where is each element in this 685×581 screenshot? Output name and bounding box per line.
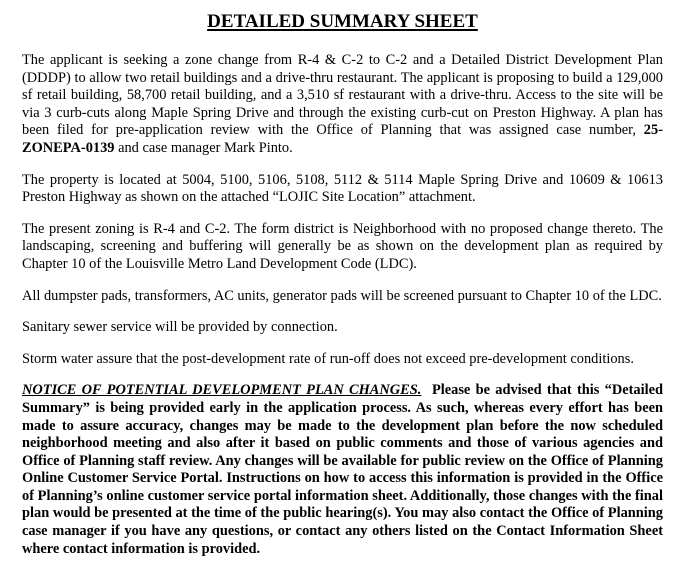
paragraph-text-end: and case manager Mark Pinto. <box>118 139 293 156</box>
page-title: DETAILED SUMMARY SHEET <box>207 11 478 32</box>
paragraph-storm-water: Storm water assure that the post-development rate of run-off does not exceed pre-development conditions. <box>22 350 634 367</box>
paragraph-property-location: The property is located at 5004, 5100, 5106, 5108, 5112 & 5114 Maple Spring Drive and 10609 & 10613 Preston Highway as shown on the attached “LOJIC Site Location” attachment. <box>22 171 663 206</box>
paragraph-application-overview <box>22 52 663 158</box>
paragraph-screening: All dumpster pads, transformers, AC units, generator pads will be screened pursuant to Chapter 10 of the LDC. <box>22 287 662 304</box>
case-number: 25-ZONEPA-0139 <box>22 122 663 156</box>
paragraph-zoning: The present zoning is R-4 and C-2. The form district is Neighborhood with no proposed change thereto. The landscaping, screening and buffering will generally be as shown on the development plan as required by Chapter 10 of the Louisville Metro Land Development Code (LDC). <box>22 220 663 272</box>
notice-paragraph <box>22 382 663 558</box>
paragraph-sewer: Sanitary sewer service will be provided by connection. <box>22 319 338 336</box>
notice-body: Please be advised that this “Detailed Summary” is being provided early in the application process. As such, whereas every effort has been made to assure accuracy, changes may be made to the development plan before the now scheduled neighborhood meeting and also after it based on public comments and those of various agencies and Office of Planning staff review. Any changes will be available for public review on the Office of Planning Online Customer Service Portal. Instructions on how to access this information is provided in the Office of Planning’s online customer service portal information sheet. Additionally, those changes with the final plan would be presented at the time of the public hearing(s). You may also contact the Office of Planning case manager if you have any questions, or contact any others listed on the Contact Information Sheet where contact information is provided. <box>22 382 663 557</box>
paragraph-text: The applicant is seeking a zone change from R-4 & C-2 to C-2 and a Detailed District Development Plan (DDDP) to allow two retail buildings and a drive-thru restaurant. The applicant is proposing to build a 129,000 sf retail building, 58,700 retail building, and a 3,510 sf restaurant with a drive-thru. Access to the site will be via 3 curb-cuts along Maple Spring Drive and through the existing curb-cut on Preston Highway. A plan has been filed for pre-application review with the Office of Planning that was assigned case number, <box>22 52 663 139</box>
notice-heading: NOTICE OF POTENTIAL DEVELOPMENT PLAN CHANGES. <box>22 382 422 399</box>
